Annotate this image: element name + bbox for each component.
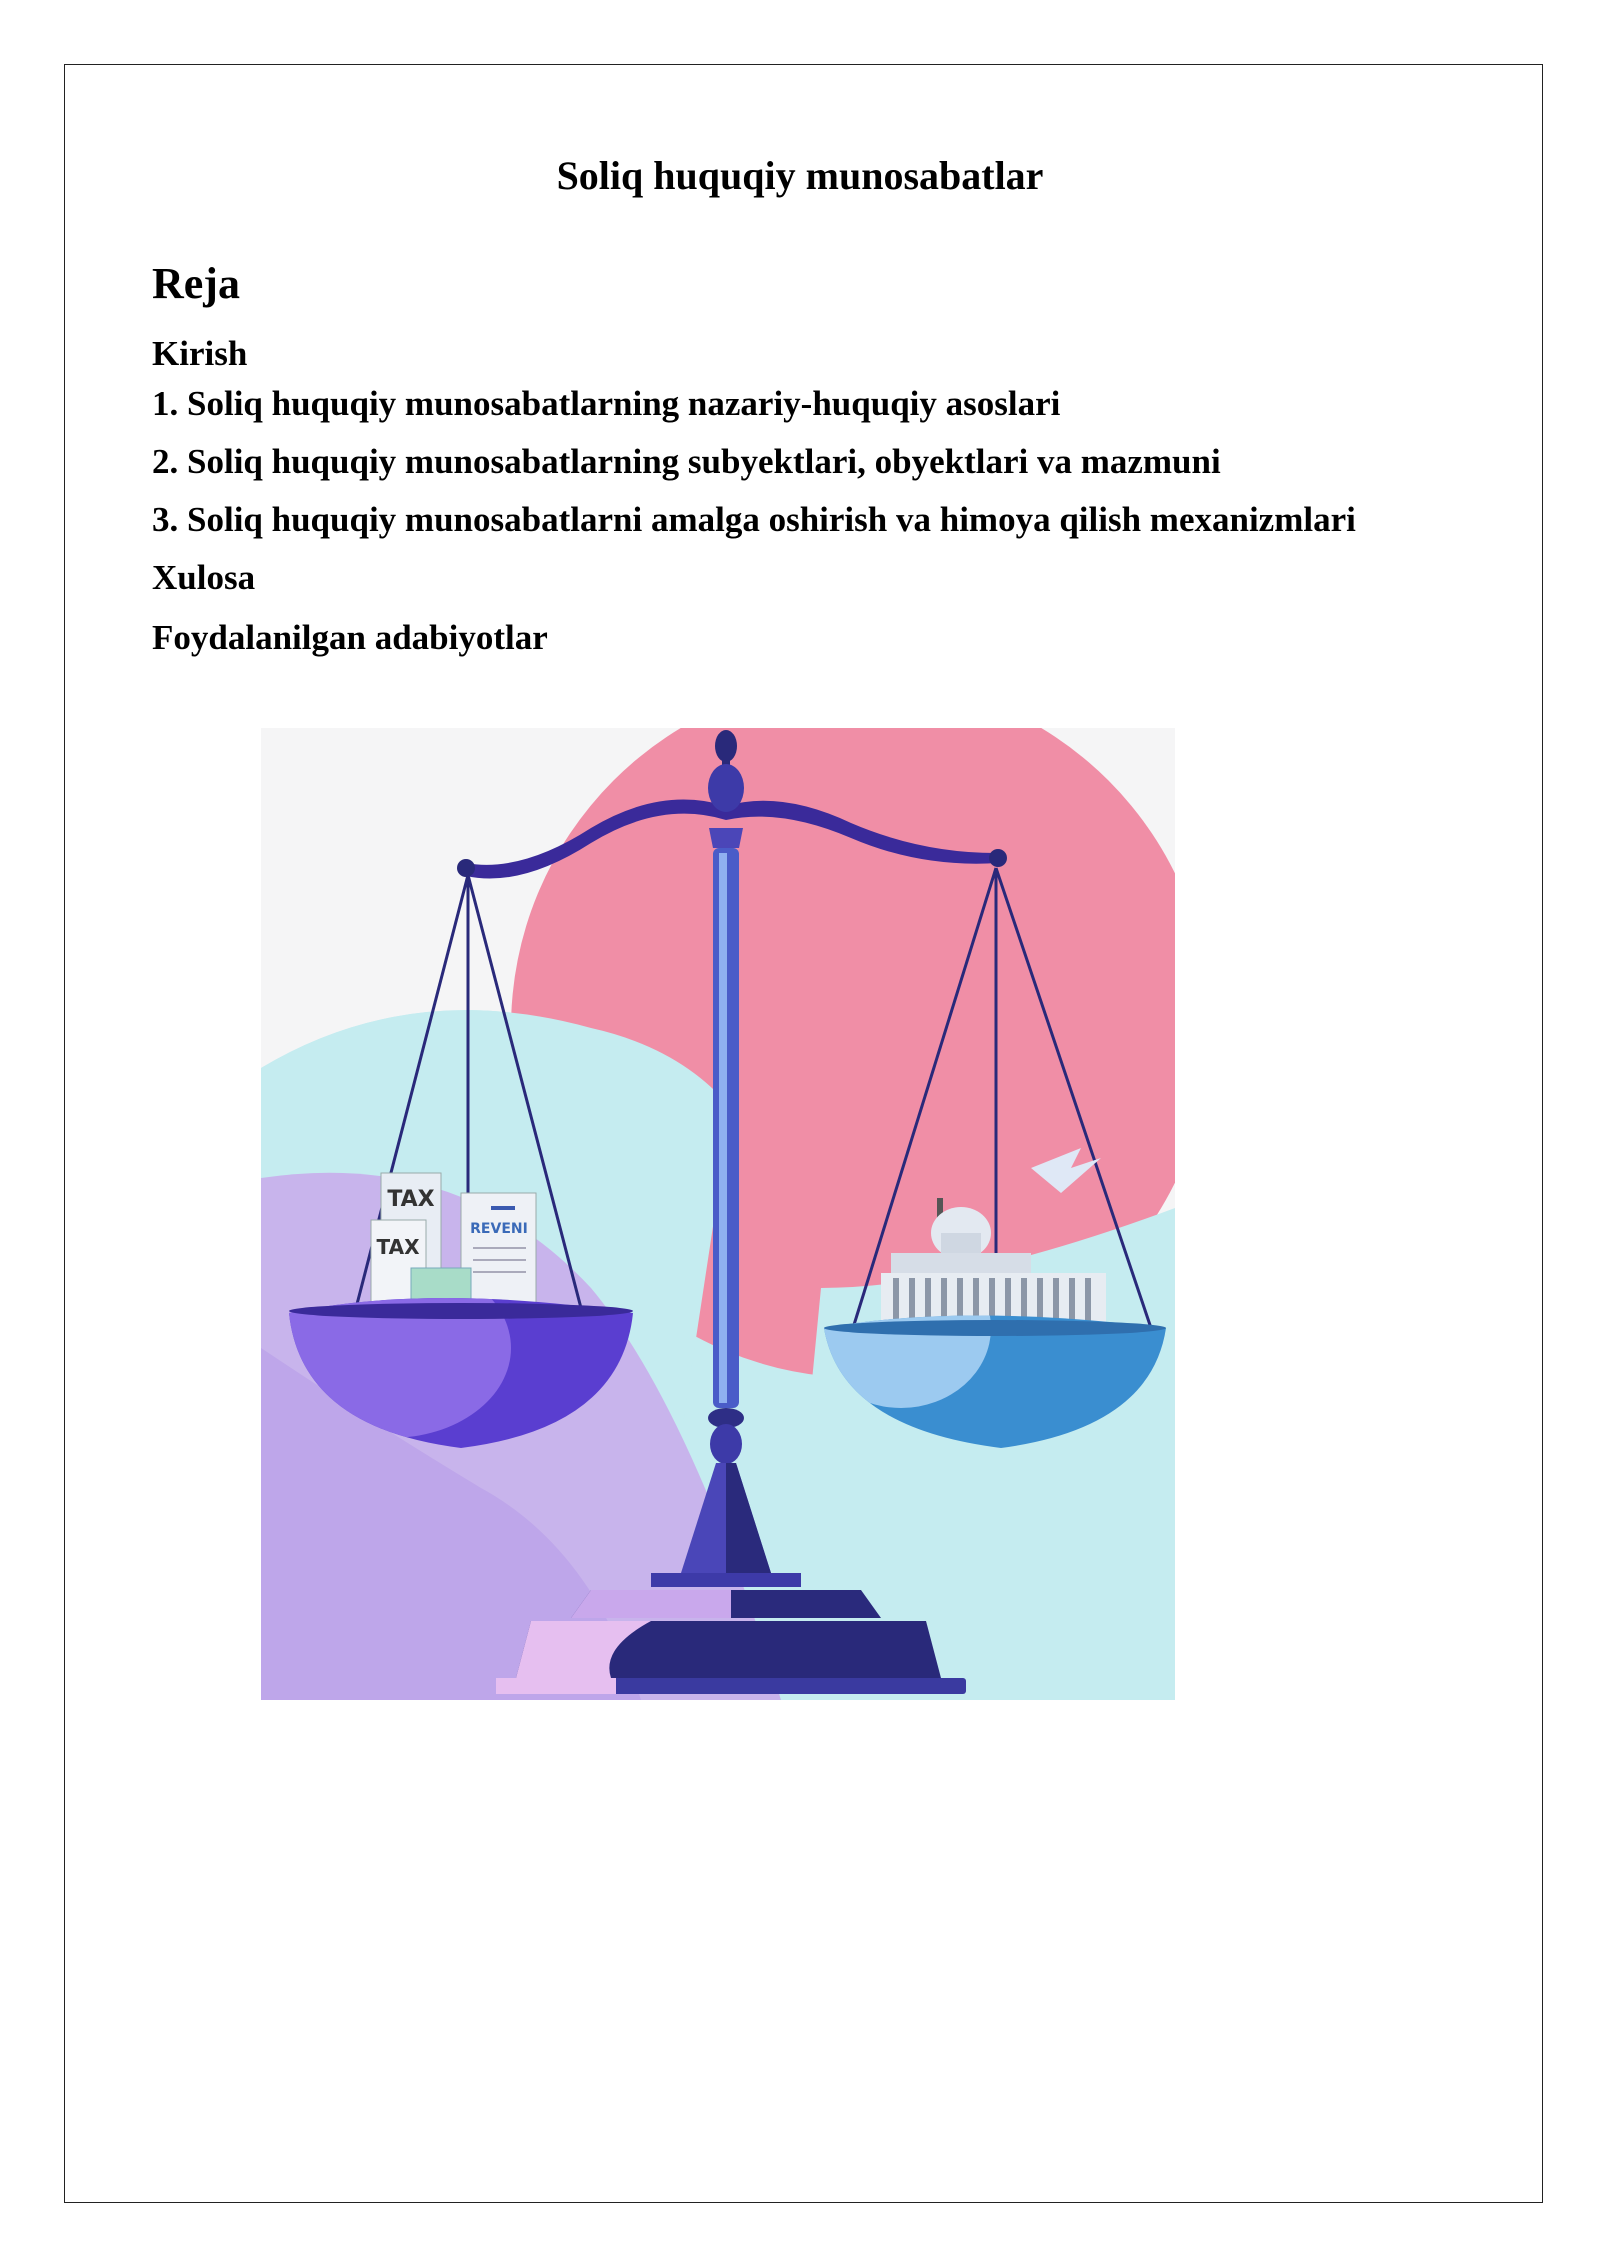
plan-item-3: 3. Soliq huquqiy munosabatlarni amalga oshirish va himoya qilish mexanizmlari bbox=[152, 500, 1356, 539]
plan-item-intro: Kirish bbox=[152, 334, 248, 373]
tax-label-1: TAX bbox=[387, 1187, 435, 1212]
tax-label-2: TAX bbox=[376, 1235, 420, 1259]
plan-item-1: 1. Soliq huquqiy munosabatlarning nazariy-huquqiy asoslari bbox=[152, 384, 1061, 423]
plan-item-conclusion: Xulosa bbox=[152, 558, 256, 597]
revenue-label: REVENI bbox=[470, 1221, 528, 1237]
scales-illustration bbox=[261, 728, 1175, 1700]
plan-item-references: Foydalanilgan adabiyotlar bbox=[152, 618, 548, 657]
plan-heading: Reja bbox=[152, 259, 240, 308]
plan-item-2: 2. Soliq huquqiy munosabatlarning subyektlari, obyektlari va mazmuni bbox=[152, 442, 1221, 481]
document-title: Soliq huquqiy munosabatlar bbox=[556, 153, 1044, 198]
